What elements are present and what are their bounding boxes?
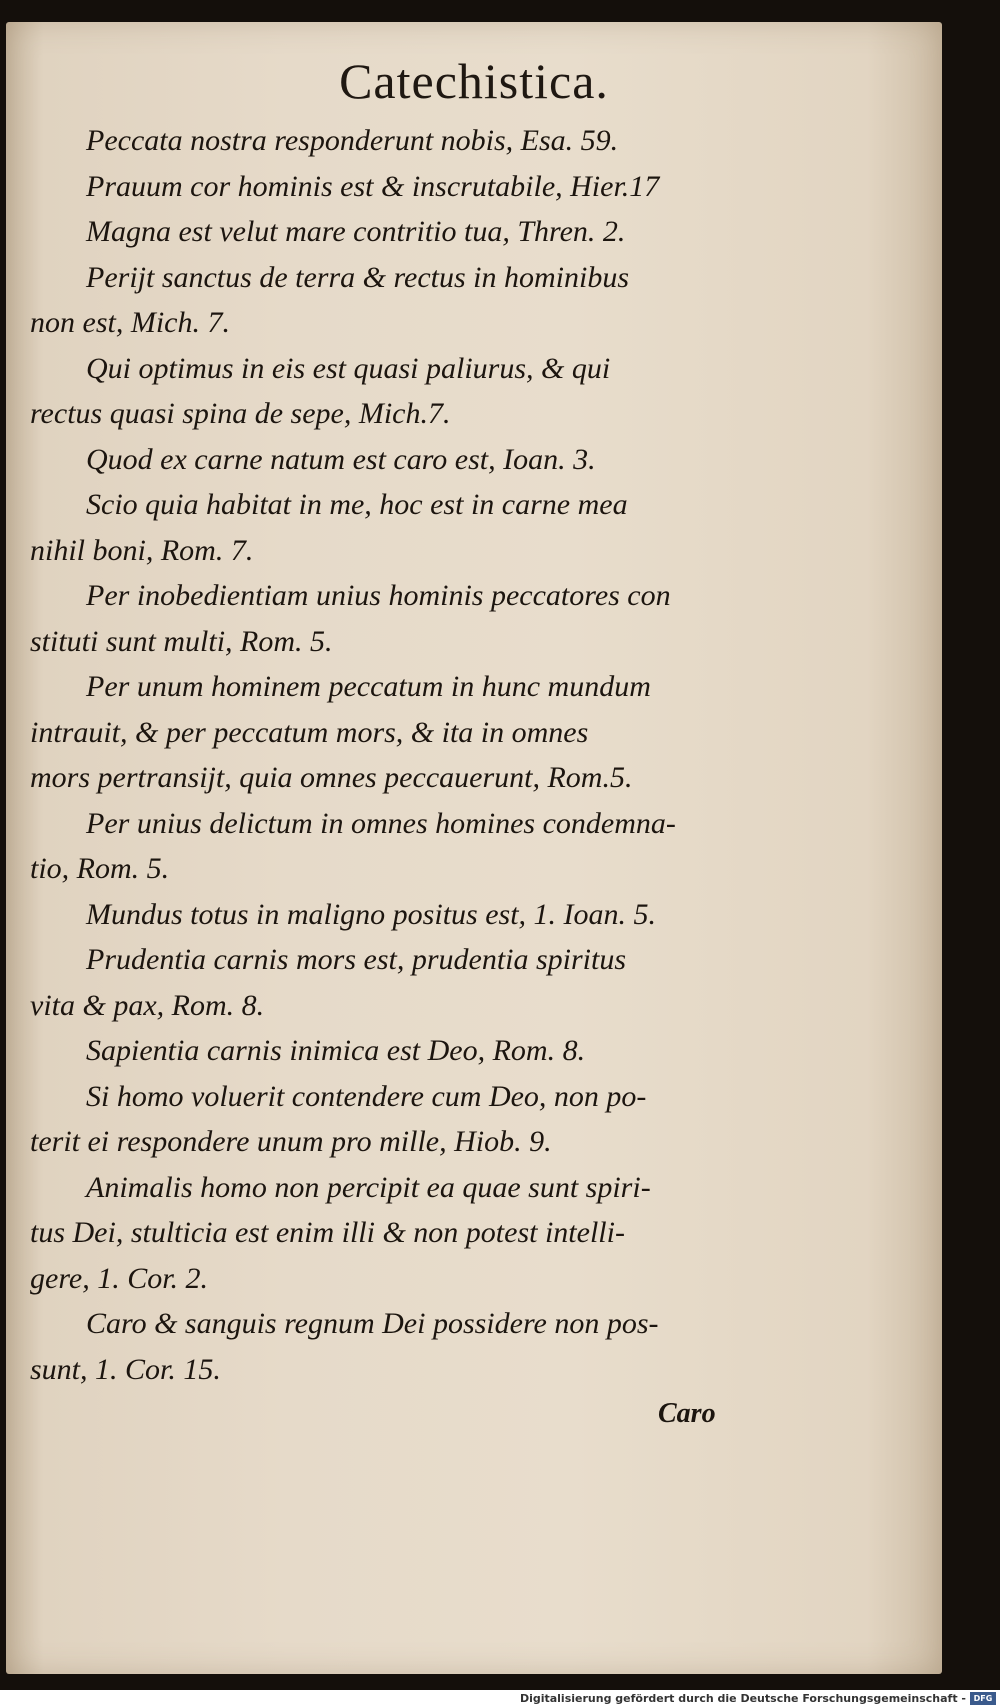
text-line: Scio quia habitat in me, hoc est in carne mea: [86, 488, 628, 521]
text-line: nihil boni, Rom. 7.: [30, 533, 254, 567]
text-line: stituti sunt multi, Rom. 5.: [30, 624, 333, 658]
text-line: Magna est velut mare contritio tua, Thren. 2.: [86, 215, 626, 248]
text-line: Caro & sanguis regnum Dei possidere non pos-: [86, 1307, 659, 1340]
text-line: vita & pax, Rom. 8.: [30, 988, 265, 1022]
text-line: Prauum cor hominis est & inscrutabile, Hier.17: [86, 169, 660, 203]
book-page: [6, 22, 942, 1674]
text-line: Per unum hominem peccatum in hunc mundum: [86, 670, 651, 703]
text-line: tus Dei, stulticia est enim illi & non potest intelli-: [30, 1216, 625, 1249]
text-line: intrauit, & per peccatum mors, & ita in omnes: [30, 715, 589, 749]
text-line: sunt, 1. Cor. 15.: [30, 1352, 221, 1386]
text-line: Quod ex carne natum est caro est, Ioan. 3.: [86, 442, 596, 476]
text-block: [30, 118, 750, 1392]
text-line: Mundus totus in maligno positus est, 1. Ioan. 5.: [86, 897, 657, 931]
text-line: terit ei respondere unum pro mille, Hiob. 9.: [30, 1125, 552, 1158]
text-line: Per inobedientiam unius hominis peccatores con: [86, 579, 671, 612]
text-line: non est, Mich. 7.: [30, 306, 230, 339]
catchword: Caro: [658, 1398, 716, 1429]
text-line: Animalis homo non percipit ea quae sunt spiri-: [86, 1170, 651, 1204]
text-line: Si homo voluerit contendere cum Deo, non po-: [86, 1079, 647, 1113]
text-line: Prudentia carnis mors est, prudentia spiritus: [86, 943, 627, 976]
text-line: Sapientia carnis inimica est Deo, Rom. 8.: [86, 1034, 586, 1067]
text-line: Perijt sanctus de terra & rectus in hominibus: [86, 260, 630, 294]
digitization-footer: [0, 1690, 1000, 1708]
footer-credit: Digitalisierung gefördert durch die Deutsche Forschungsgemeinschaft -: [519, 1692, 966, 1705]
text-line: gere, 1. Cor. 2.: [30, 1261, 209, 1295]
text-line: Per unius delictum in omnes homines condemna-: [86, 806, 676, 840]
dfg-logo: DFG: [970, 1692, 996, 1705]
text-line: Peccata nostra responderunt nobis, Esa. 59.: [86, 124, 619, 157]
text-line: rectus quasi spina de sepe, Mich.7.: [30, 397, 451, 430]
text-line: Qui optimus in eis est quasi paliurus, & qui: [86, 351, 611, 385]
running-head: Catechistica.: [339, 53, 609, 109]
text-line: mors pertransijt, quia omnes peccauerunt, Rom.5.: [30, 761, 633, 794]
text-line: tio, Rom. 5.: [30, 852, 170, 885]
